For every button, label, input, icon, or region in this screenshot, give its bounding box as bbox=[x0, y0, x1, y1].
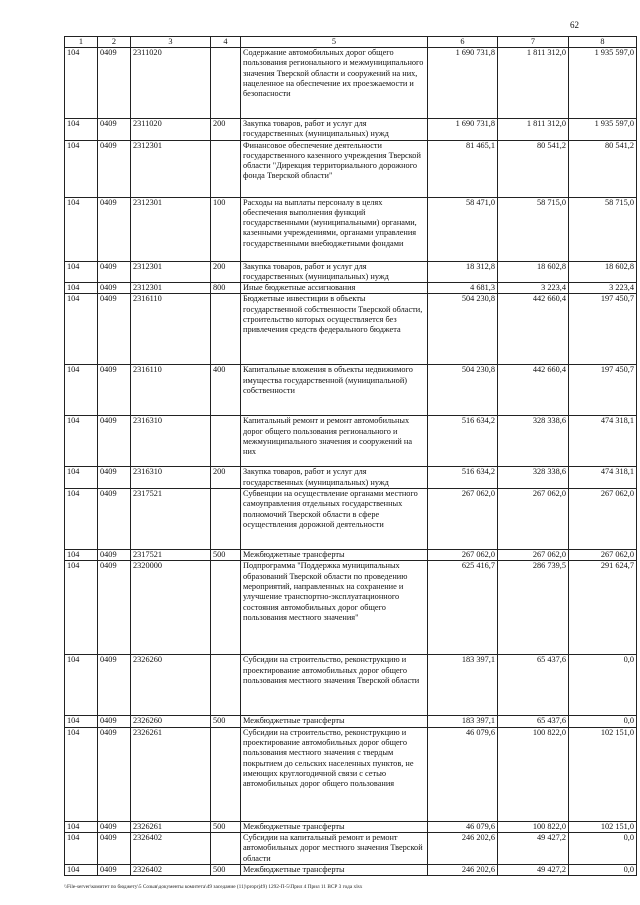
table-row bbox=[65, 283, 637, 294]
cell-section-code: 104 bbox=[65, 821, 98, 832]
cell-amount-year-2: 3 223,4 bbox=[498, 283, 569, 294]
cell-section-code: 104 bbox=[65, 119, 98, 141]
cell-amount-year-2: 267 062,0 bbox=[498, 550, 569, 561]
cell-amount-year-2: 49 427,2 bbox=[498, 864, 569, 875]
cell-amount-year-2: 286 739,5 bbox=[498, 561, 569, 655]
cell-expense-type-code: 200 bbox=[211, 119, 241, 141]
cell-amount-year-1: 516 634,2 bbox=[428, 416, 498, 467]
cell-amount-year-1: 4 681,3 bbox=[428, 283, 498, 294]
cell-amount-year-1: 183 397,1 bbox=[428, 655, 498, 716]
cell-amount-year-2: 100 822,0 bbox=[498, 821, 569, 832]
cell-expense-type-code bbox=[211, 294, 241, 365]
cell-amount-year-2: 18 602,8 bbox=[498, 261, 569, 283]
cell-target-article-code: 2317521 bbox=[131, 489, 211, 550]
column-header-6: 6 bbox=[428, 37, 498, 48]
column-header-2: 2 bbox=[98, 37, 131, 48]
cell-section-code: 104 bbox=[65, 140, 98, 197]
cell-subsection-code: 0409 bbox=[98, 489, 131, 550]
cell-amount-year-2: 1 811 312,0 bbox=[498, 119, 569, 141]
cell-amount-year-3: 0,0 bbox=[569, 864, 637, 875]
cell-description: Субсидии на строительство, реконструкцию и проектирование автомобильных дорог общего пользования местного значения Тверской области bbox=[241, 655, 428, 716]
table-row bbox=[65, 655, 637, 716]
cell-subsection-code: 0409 bbox=[98, 716, 131, 727]
cell-amount-year-3: 18 602,8 bbox=[569, 261, 637, 283]
cell-subsection-code: 0409 bbox=[98, 283, 131, 294]
table-row bbox=[65, 365, 637, 416]
cell-amount-year-3: 0,0 bbox=[569, 716, 637, 727]
column-header-4: 4 bbox=[211, 37, 241, 48]
cell-amount-year-1: 267 062,0 bbox=[428, 550, 498, 561]
cell-expense-type-code: 100 bbox=[211, 197, 241, 261]
cell-expense-type-code bbox=[211, 561, 241, 655]
cell-expense-type-code: 200 bbox=[211, 467, 241, 489]
cell-amount-year-3: 0,0 bbox=[569, 655, 637, 716]
table-row bbox=[65, 48, 637, 119]
table-row bbox=[65, 727, 637, 821]
cell-subsection-code: 0409 bbox=[98, 561, 131, 655]
cell-section-code: 104 bbox=[65, 832, 98, 864]
table-body bbox=[65, 48, 637, 876]
cell-amount-year-2: 80 541,2 bbox=[498, 140, 569, 197]
cell-subsection-code: 0409 bbox=[98, 294, 131, 365]
table-row bbox=[65, 864, 637, 875]
cell-target-article-code: 2316110 bbox=[131, 365, 211, 416]
cell-amount-year-3: 58 715,0 bbox=[569, 197, 637, 261]
cell-subsection-code: 0409 bbox=[98, 140, 131, 197]
cell-subsection-code: 0409 bbox=[98, 467, 131, 489]
cell-section-code: 104 bbox=[65, 561, 98, 655]
cell-expense-type-code: 800 bbox=[211, 283, 241, 294]
cell-section-code: 104 bbox=[65, 294, 98, 365]
cell-description: Межбюджетные трансферты bbox=[241, 550, 428, 561]
table-row bbox=[65, 140, 637, 197]
cell-amount-year-2: 328 338,6 bbox=[498, 416, 569, 467]
table-row bbox=[65, 416, 637, 467]
column-header-1: 1 bbox=[65, 37, 98, 48]
cell-target-article-code: 2326261 bbox=[131, 727, 211, 821]
page-number: 62 bbox=[570, 20, 579, 30]
cell-amount-year-1: 18 312,8 bbox=[428, 261, 498, 283]
cell-target-article-code: 2312301 bbox=[131, 283, 211, 294]
cell-expense-type-code: 400 bbox=[211, 365, 241, 416]
header-row bbox=[65, 37, 637, 48]
cell-description: Закупка товаров, работ и услуг для государственных (муниципальных) нужд bbox=[241, 119, 428, 141]
cell-section-code: 104 bbox=[65, 716, 98, 727]
column-header-7: 7 bbox=[498, 37, 569, 48]
cell-amount-year-2: 100 822,0 bbox=[498, 727, 569, 821]
cell-target-article-code: 2312301 bbox=[131, 261, 211, 283]
cell-amount-year-2: 267 062,0 bbox=[498, 489, 569, 550]
cell-subsection-code: 0409 bbox=[98, 727, 131, 821]
cell-section-code: 104 bbox=[65, 864, 98, 875]
cell-section-code: 104 bbox=[65, 261, 98, 283]
cell-amount-year-3: 102 151,0 bbox=[569, 727, 637, 821]
cell-target-article-code: 2326402 bbox=[131, 864, 211, 875]
table-row bbox=[65, 716, 637, 727]
cell-subsection-code: 0409 bbox=[98, 119, 131, 141]
cell-amount-year-1: 504 230,8 bbox=[428, 365, 498, 416]
cell-amount-year-3: 474 318,1 bbox=[569, 467, 637, 489]
cell-target-article-code: 2326261 bbox=[131, 821, 211, 832]
cell-expense-type-code: 500 bbox=[211, 550, 241, 561]
cell-amount-year-3: 267 062,0 bbox=[569, 489, 637, 550]
cell-section-code: 104 bbox=[65, 48, 98, 119]
cell-amount-year-3: 80 541,2 bbox=[569, 140, 637, 197]
cell-subsection-code: 0409 bbox=[98, 864, 131, 875]
cell-subsection-code: 0409 bbox=[98, 832, 131, 864]
cell-amount-year-2: 328 338,6 bbox=[498, 467, 569, 489]
cell-section-code: 104 bbox=[65, 727, 98, 821]
cell-target-article-code: 2316310 bbox=[131, 416, 211, 467]
table-row bbox=[65, 261, 637, 283]
cell-subsection-code: 0409 bbox=[98, 365, 131, 416]
cell-description: Подпрограмма "Поддержка муниципальных образований Тверской области по проведению мероприятий, направленных на сохранение и улучшение транспортно-эксплуатационного состояния автомобильных дорог общего пользования местного значения" bbox=[241, 561, 428, 655]
cell-amount-year-3: 3 223,4 bbox=[569, 283, 637, 294]
cell-expense-type-code bbox=[211, 489, 241, 550]
cell-section-code: 104 bbox=[65, 489, 98, 550]
cell-description: Межбюджетные трансферты bbox=[241, 864, 428, 875]
cell-amount-year-2: 442 660,4 bbox=[498, 365, 569, 416]
cell-expense-type-code bbox=[211, 48, 241, 119]
cell-expense-type-code bbox=[211, 655, 241, 716]
cell-description: Субсидии на строительство, реконструкцию и проектирование автомобильных дорог общего пользования местного значения с твердым покрытием до сельских населенных пунктов, не имеющих круглогодичной связи с сетью автомобильных дорог общего пользования bbox=[241, 727, 428, 821]
cell-subsection-code: 0409 bbox=[98, 821, 131, 832]
cell-subsection-code: 0409 bbox=[98, 48, 131, 119]
footer-file-path: \\File-server\комитет по бюджету\5 Созыв\документы комитета\49 заседание (11)\proprj49) 1292-П-5\Прил 4 Прил 11 ВСР 3 года xlsx bbox=[64, 884, 363, 890]
cell-target-article-code: 2316310 bbox=[131, 467, 211, 489]
cell-target-article-code: 2311020 bbox=[131, 119, 211, 141]
cell-target-article-code: 2316110 bbox=[131, 294, 211, 365]
cell-description: Субсидии на капитальный ремонт и ремонт автомобильных дорог местного значения Тверской области bbox=[241, 832, 428, 864]
cell-amount-year-3: 0,0 bbox=[569, 832, 637, 864]
cell-description: Капитальные вложения в объекты недвижимого имущества государственной (муниципальной) собственности bbox=[241, 365, 428, 416]
table-row bbox=[65, 832, 637, 864]
cell-subsection-code: 0409 bbox=[98, 416, 131, 467]
cell-amount-year-3: 197 450,7 bbox=[569, 294, 637, 365]
cell-description: Содержание автомобильных дорог общего пользования регионального и межмуниципального значения Тверской области и сооружений на них, нацеленное на обеспечение их проезжаемости и безопасности bbox=[241, 48, 428, 119]
cell-expense-type-code bbox=[211, 832, 241, 864]
cell-amount-year-3: 197 450,7 bbox=[569, 365, 637, 416]
cell-target-article-code: 2326402 bbox=[131, 832, 211, 864]
cell-expense-type-code: 500 bbox=[211, 821, 241, 832]
cell-amount-year-1: 81 465,1 bbox=[428, 140, 498, 197]
cell-amount-year-1: 46 079,6 bbox=[428, 821, 498, 832]
cell-section-code: 104 bbox=[65, 197, 98, 261]
cell-expense-type-code bbox=[211, 416, 241, 467]
cell-section-code: 104 bbox=[65, 283, 98, 294]
cell-target-article-code: 2326260 bbox=[131, 716, 211, 727]
cell-expense-type-code: 200 bbox=[211, 261, 241, 283]
cell-amount-year-2: 65 437,6 bbox=[498, 716, 569, 727]
cell-expense-type-code: 500 bbox=[211, 864, 241, 875]
cell-amount-year-1: 625 416,7 bbox=[428, 561, 498, 655]
cell-section-code: 104 bbox=[65, 550, 98, 561]
table-row bbox=[65, 489, 637, 550]
column-header-8: 8 bbox=[569, 37, 637, 48]
cell-amount-year-1: 504 230,8 bbox=[428, 294, 498, 365]
cell-amount-year-1: 1 690 731,8 bbox=[428, 119, 498, 141]
cell-amount-year-1: 1 690 731,8 bbox=[428, 48, 498, 119]
cell-expense-type-code bbox=[211, 140, 241, 197]
cell-section-code: 104 bbox=[65, 365, 98, 416]
table-row bbox=[65, 197, 637, 261]
column-header-3: 3 bbox=[131, 37, 211, 48]
cell-amount-year-1: 516 634,2 bbox=[428, 467, 498, 489]
cell-amount-year-2: 58 715,0 bbox=[498, 197, 569, 261]
cell-section-code: 104 bbox=[65, 416, 98, 467]
table-row bbox=[65, 294, 637, 365]
cell-amount-year-2: 442 660,4 bbox=[498, 294, 569, 365]
cell-amount-year-3: 291 624,7 bbox=[569, 561, 637, 655]
table-row bbox=[65, 467, 637, 489]
cell-amount-year-3: 1 935 597,0 bbox=[569, 48, 637, 119]
cell-subsection-code: 0409 bbox=[98, 550, 131, 561]
column-header-5: 5 bbox=[241, 37, 428, 48]
cell-target-article-code: 2311020 bbox=[131, 48, 211, 119]
cell-amount-year-3: 102 151,0 bbox=[569, 821, 637, 832]
cell-description: Субвенции на осуществление органами местного самоуправления отдельных государственных полномочий Тверской области в сфере осуществления дорожной деятельности bbox=[241, 489, 428, 550]
cell-expense-type-code bbox=[211, 727, 241, 821]
cell-amount-year-3: 1 935 597,0 bbox=[569, 119, 637, 141]
cell-amount-year-2: 49 427,2 bbox=[498, 832, 569, 864]
cell-amount-year-3: 474 318,1 bbox=[569, 416, 637, 467]
table-row bbox=[65, 119, 637, 141]
cell-description: Финансовое обеспечение деятельности государственного казенного учреждения Тверской области "Дирекция территориального дорожного фонда Тверской области" bbox=[241, 140, 428, 197]
cell-description: Межбюджетные трансферты bbox=[241, 716, 428, 727]
cell-amount-year-1: 183 397,1 bbox=[428, 716, 498, 727]
cell-description: Закупка товаров, работ и услуг для государственных (муниципальных) нужд bbox=[241, 467, 428, 489]
cell-amount-year-1: 46 079,6 bbox=[428, 727, 498, 821]
cell-section-code: 104 bbox=[65, 467, 98, 489]
cell-expense-type-code: 500 bbox=[211, 716, 241, 727]
cell-subsection-code: 0409 bbox=[98, 655, 131, 716]
cell-target-article-code: 2326260 bbox=[131, 655, 211, 716]
cell-target-article-code: 2317521 bbox=[131, 550, 211, 561]
cell-description: Иные бюджетные ассигнования bbox=[241, 283, 428, 294]
cell-amount-year-1: 267 062,0 bbox=[428, 489, 498, 550]
table-row bbox=[65, 550, 637, 561]
cell-amount-year-1: 246 202,6 bbox=[428, 864, 498, 875]
table-row bbox=[65, 561, 637, 655]
cell-description: Закупка товаров, работ и услуг для государственных (муниципальных) нужд bbox=[241, 261, 428, 283]
cell-amount-year-2: 1 811 312,0 bbox=[498, 48, 569, 119]
cell-subsection-code: 0409 bbox=[98, 197, 131, 261]
cell-description: Бюджетные инвестиции в объекты государственной собственности Тверской области, строительство которых осуществляется без привлечения средств федерального бюджета bbox=[241, 294, 428, 365]
cell-description: Межбюджетные трансферты bbox=[241, 821, 428, 832]
cell-description: Капитальный ремонт и ремонт автомобильных дорог общего пользования регионального и межмуниципального значения и сооружений на них bbox=[241, 416, 428, 467]
cell-target-article-code: 2312301 bbox=[131, 140, 211, 197]
cell-target-article-code: 2312301 bbox=[131, 197, 211, 261]
cell-amount-year-3: 267 062,0 bbox=[569, 550, 637, 561]
budget-table bbox=[64, 36, 637, 876]
cell-target-article-code: 2320000 bbox=[131, 561, 211, 655]
table-row bbox=[65, 821, 637, 832]
cell-amount-year-1: 246 202,6 bbox=[428, 832, 498, 864]
cell-section-code: 104 bbox=[65, 655, 98, 716]
cell-amount-year-2: 65 437,6 bbox=[498, 655, 569, 716]
cell-subsection-code: 0409 bbox=[98, 261, 131, 283]
cell-amount-year-1: 58 471,0 bbox=[428, 197, 498, 261]
cell-description: Расходы на выплаты персоналу в целях обеспечения выполнения функций государственными (муниципальными) органами, казенными учреждениями, органами управления государственными внебюджетными фондами bbox=[241, 197, 428, 261]
